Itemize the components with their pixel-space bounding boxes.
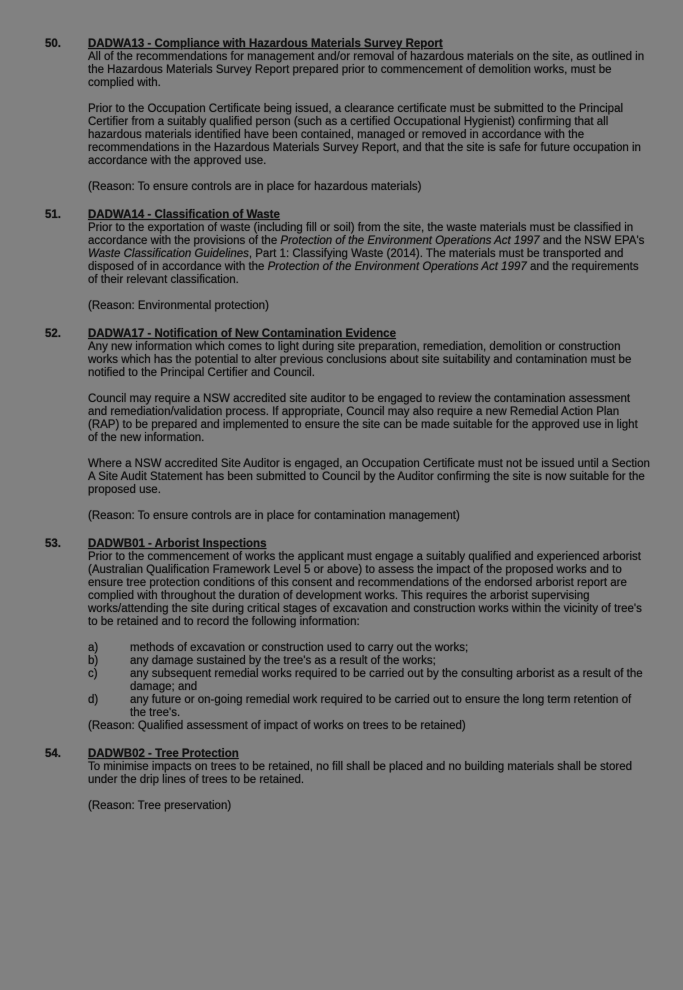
paragraph [88, 393, 650, 445]
list-item-label: d) [88, 694, 99, 706]
condition-section [45, 538, 650, 746]
list-item-label: b) [88, 655, 99, 667]
condition-body [88, 38, 650, 207]
text-run: any subsequent remedial works required to be carried out by the consulting arborist as a result of the damage; and [130, 668, 643, 693]
list-item-text [130, 655, 650, 668]
condition-blocks [88, 51, 650, 194]
condition-heading: DADWB01 - Arborist Inspections [88, 538, 267, 550]
condition-body [88, 328, 650, 536]
italic-text-run: Waste Classification Guidelines [88, 248, 249, 260]
condition-number: 53. [45, 538, 61, 550]
text-run: All of the recommendations for management and/or removal of hazardous materials on the site, as outlined in the Hazardous Materials Survey Report prepared prior to commencement of demolition works, must be complied with. [88, 51, 645, 89]
list-item-label: a) [88, 642, 99, 654]
text-run: Prior to the exportation of waste (including fill or soil) from the site, the waste materials must be classified in accordance with the provisions of the [88, 222, 634, 247]
condition-section [45, 748, 650, 826]
text-run: Council may require a NSW accredited site auditor to be engaged to review the contamination assessment and remediation/validation process. If appropriate, Council may also require a new Remedial Action Plan (RAP) to be prepared and implemented to ensure the site can be made suitable for the approved use in light of the new information. [88, 393, 638, 444]
condition-body [88, 748, 650, 826]
text-run: (Reason: Tree preservation) [88, 800, 232, 812]
list-item [88, 655, 650, 668]
text-run: (Reason: To ensure controls are in place for contamination management) [88, 510, 460, 522]
condition-blocks [88, 222, 650, 313]
condition-number: 50. [45, 38, 61, 50]
paragraph [88, 51, 650, 90]
condition-heading: DADWA14 - Classification of Waste [88, 209, 280, 221]
condition-section [45, 328, 650, 536]
list-item-text [130, 694, 650, 720]
list-item-label: c) [88, 668, 98, 680]
paragraph [88, 720, 650, 733]
condition-heading: DADWA17 - Notification of New Contamination Evidence [88, 328, 396, 340]
condition-number: 51. [45, 209, 61, 221]
condition-section [45, 209, 650, 326]
paragraph [88, 103, 650, 168]
paragraph [88, 300, 650, 313]
paragraph [88, 458, 650, 497]
text-run: (Reason: To ensure controls are in place for hazardous materials) [88, 181, 422, 193]
list-item-text [130, 642, 650, 655]
text-run: To minimise impacts on trees to be retained, no fill shall be placed and no building materials shall be stored under the drip lines of trees to be retained. [88, 761, 632, 786]
list-item [88, 668, 650, 694]
text-run: , Part 1: Classifying Waste (2014). The materials must be transported and disposed of in accordance with the [88, 248, 624, 273]
list-item [88, 642, 650, 655]
text-run: Prior to the commencement of works the applicant must engage a suitably qualified and experienced arborist (Australian Qualification Framework Level 5 or above) to assess the impact of the proposed works and to ensure tree protection conditions of this consent and recommendations of the endorsed arborist report are complied with throughout the duration of development works. This requires the arborist supervising works/attending the site during critical stages of excavation and construction works within the vicinity of tree's to be retained and to record the following information: [88, 551, 642, 628]
list-item-text [130, 668, 650, 694]
text-run: (Reason: Environmental protection) [88, 300, 269, 312]
paragraph [88, 510, 650, 523]
condition-blocks [88, 761, 650, 813]
text-run: Prior to the Occupation Certificate being issued, a clearance certificate must be submitted to the Principal Certifier from a suitably qualified person (such as a certified Occupational Hygienist) confirming that all hazardous materials identified have been contained, managed or removed in accordance with the recommendations in the Hazardous Materials Survey Report, and that the site is safe for future occupation in accordance with the approved use. [88, 103, 641, 167]
condition-blocks [88, 341, 650, 523]
condition-body [88, 538, 650, 746]
text-run: and the NSW EPA's [539, 235, 645, 247]
paragraph [88, 551, 650, 629]
condition-number: 52. [45, 328, 61, 340]
paragraph [88, 761, 650, 787]
condition-heading: DADWB02 - Tree Protection [88, 748, 239, 760]
conditions-list [45, 38, 650, 826]
lettered-list [88, 642, 650, 720]
list-item [88, 694, 650, 720]
condition-heading: DADWA13 - Compliance with Hazardous Materials Survey Report [88, 38, 443, 50]
paragraph [88, 222, 650, 287]
paragraph [88, 800, 650, 813]
text-run: (Reason: Qualified assessment of impact of works on trees to be retained) [88, 720, 466, 732]
text-run: Any new information which comes to light during site preparation, remediation, demolition or construction works which has the potential to alter previous conclusions about site suitability and contamination must be notified to the Principal Certifier and Council. [88, 341, 632, 379]
condition-section [45, 38, 650, 207]
italic-text-run: Protection of the Environment Operations Act 1997 [280, 235, 540, 247]
condition-body [88, 209, 650, 326]
text-run: methods of excavation or construction used to carry out the works; [130, 642, 469, 654]
text-run: any future or on-going remedial work required to be carried out to ensure the long term retention of the tree's. [130, 694, 632, 719]
condition-blocks [88, 551, 650, 733]
paragraph [88, 181, 650, 194]
text-run: and the requirements of their relevant classification. [88, 261, 639, 286]
condition-number: 54. [45, 748, 61, 760]
text-run: Where a NSW accredited Site Auditor is engaged, an Occupation Certificate must not be issued until a Section A Site Audit Statement has been submitted to Council by the Auditor confirming the site is now suitable for the proposed use. [88, 458, 650, 496]
italic-text-run: Protection of the Environment Operations Act 1997 [267, 261, 527, 273]
paragraph [88, 341, 650, 380]
text-run: any damage sustained by the tree's as a result of the works; [130, 655, 436, 667]
